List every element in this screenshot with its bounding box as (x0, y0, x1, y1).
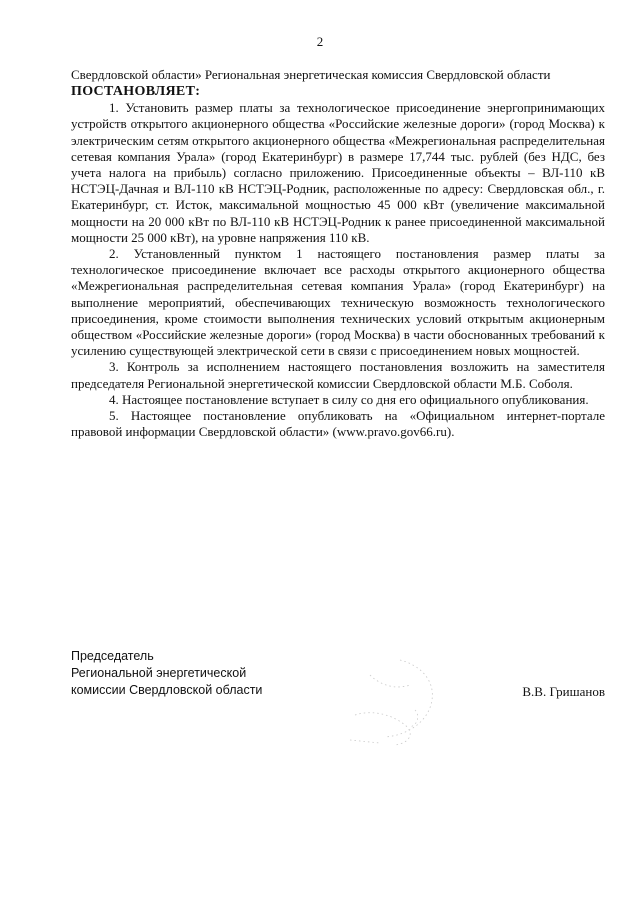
resolution-item-3: 3. Контроль за исполнением настоящего постановления возложить на заместителя председателя Региональной энергетической комиссии Свердловской области М.Б. Соболя. (71, 359, 605, 391)
resolution-item-5: 5. Настоящее постановление опубликовать на «Официальном интернет-портале правовой информации Свердловской области» (www.pravo.gov66.ru). (71, 408, 605, 440)
signature-block (71, 648, 605, 699)
page-number: 2 (316, 34, 324, 49)
signatory-title-line: комиссии Свердловской области (71, 683, 263, 697)
resolution-heading: ПОСТАНОВЛЯЕТ: (71, 84, 201, 100)
signatory-title-line: Председатель (71, 649, 154, 663)
document-body (71, 67, 605, 440)
resolution-item-4: 4. Настоящее постановление вступает в силу со дня его официального опубликования. (109, 391, 589, 407)
intro-paragraph: Свердловской области» Региональная энергетическая комиссия Свердловской области (71, 67, 551, 82)
resolution-item-2: 2. Установленный пунктом 1 настоящего постановления размер платы за технологическое присоединение включает все расходы открытого акционерного общества «Межрегиональная распределительная сетевая компания Урала» (город Екатеринбург) на выполнение мероприятий, обеспечивающих техническую возможность технологического присоединения, кроме стоимости выполнения технических условий открытым акционерным обществом «Российские железные дороги» (город Москва) в части обоснованных требований к усилению существующей электрической сети в связи с присоединением новых мощностей. (71, 246, 605, 359)
handwritten-signature-mark (340, 655, 450, 750)
signatory-name: В.В. Гришанов (522, 684, 605, 699)
resolution-item-1: 1. Установить размер платы за технологическое присоединение энергопринимающих устройств открытого акционерного общества «Российские железные дороги» (город Москва) к электрическим сетям открытого акционерного общества «Межрегиональная распределительная сетевая компания Урала» (город Екатеринбург) в размере 17,744 тыс. рублей (без НДС, без учета налога на прибыль) согласно приложению. Присоединенные объекты – ВЛ-110 кВ НСТЭЦ-Дачная и ВЛ-110 кВ НСТЭЦ-Родник, расположенные по адресу: Свердловская обл., г. Екатеринбург, ст. Исток, максимальной мощностью 45 000 кВт (увеличение максимальной мощности на 20 000 кВт по ВЛ-110 кВ НСТЭЦ-Родник к ранее присоединенной максимальной мощности 25 000 кВт), на уровне напряжения 110 кВ. (71, 100, 605, 245)
signatory-title-line: Региональной энергетической (71, 666, 247, 680)
